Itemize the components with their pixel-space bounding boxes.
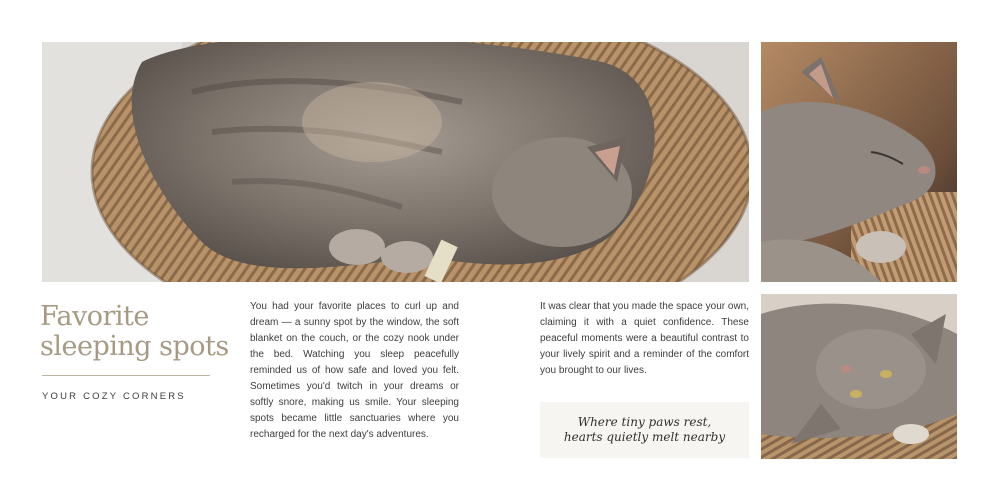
photo-cat-lying-upside-down	[761, 294, 957, 459]
quote-box	[540, 402, 749, 458]
body-paragraph-2: It was clear that you made the space your own, claiming it with a quiet confidence. These peaceful moments were a beautiful contrast to your lively spirit and a reminder of the comfort you brought to our lives.	[540, 301, 749, 376]
page-title: Favorite sleeping spots	[40, 301, 229, 362]
quote-text: Where tiny paws rest, hearts quietly melt nearby	[563, 415, 726, 444]
page-subtitle: YOUR COZY CORNERS	[42, 391, 186, 402]
body-paragraph-1: You had your favorite places to curl up and dream — a sunny spot by the window, the soft blanket on the couch, or the cozy nook under the bed. Watching you sleep peacefully reminded us of how safe and loved you felt. Sometimes you'd twitch in your dreams or softly snore, making us smile. Your sleeping spots became little sanctuaries where you recharged for the next day's adventures.	[250, 301, 459, 440]
photo-cat-curled-in-scratcher	[42, 42, 749, 282]
title-divider	[42, 375, 210, 376]
photo-cat-resting-face	[761, 42, 957, 282]
